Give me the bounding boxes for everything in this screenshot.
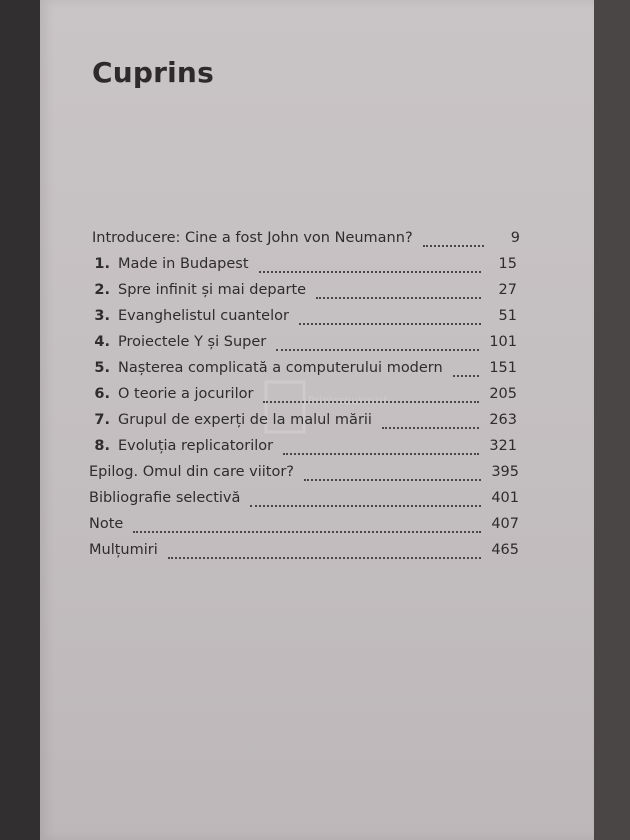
chapter-number: 7. <box>94 412 110 428</box>
leader-dots <box>250 505 481 507</box>
toc-entry-label: Mulțumiri <box>89 542 158 558</box>
chapter-number: 5. <box>94 360 110 376</box>
toc-entry-label: Proiectele Y și Super <box>118 334 267 350</box>
toc-entry-label: O teorie a jocurilor <box>118 386 254 402</box>
toc-entry-page: 263 <box>489 412 517 428</box>
toc-entry-page: 205 <box>489 386 517 402</box>
leader-dots <box>316 297 481 299</box>
leader-dots <box>283 453 479 455</box>
chapter-number: 4. <box>94 334 110 350</box>
page-title: Cuprins <box>92 56 214 89</box>
toc-entry-label: Note <box>89 516 124 532</box>
toc-entry-label: Nașterea complicată a computerului modern <box>118 360 443 376</box>
toc-entry-intro[interactable] <box>92 230 520 252</box>
toc-entry-chapter[interactable] <box>90 256 517 278</box>
toc-entry-chapter[interactable] <box>90 308 517 330</box>
leader-dots <box>259 271 481 273</box>
chapter-number: 2. <box>94 282 110 298</box>
toc-entry-page: 151 <box>489 360 517 376</box>
toc-entry-back[interactable] <box>89 516 519 538</box>
toc-entry-page: 401 <box>491 490 519 506</box>
toc-entry-page: 27 <box>498 282 517 298</box>
toc-entry-page: 15 <box>498 256 517 272</box>
chapter-number: 3. <box>94 308 110 324</box>
leader-dots <box>304 479 481 481</box>
chapter-number: 6. <box>94 386 110 402</box>
toc-entry-back[interactable] <box>89 464 519 486</box>
toc-entry-chapter[interactable] <box>90 438 517 460</box>
toc-entry-page: 51 <box>498 308 517 324</box>
toc-entry-label: Bibliografie selectivă <box>89 490 241 506</box>
toc-entry-chapter[interactable] <box>90 360 517 382</box>
toc-entry-page: 407 <box>491 516 519 532</box>
watermark-text: Printrebukinist <box>308 394 388 407</box>
leader-dots <box>263 401 479 403</box>
toc-entry-label: Introducere: Cine a fost John von Neumann? <box>92 230 413 246</box>
toc-entry-page: 101 <box>489 334 517 350</box>
leader-dots <box>276 349 479 351</box>
leader-dots <box>453 375 480 377</box>
leader-dots <box>133 531 481 533</box>
toc-entry-label: Spre infinit și mai departe <box>118 282 307 298</box>
toc-entry-chapter[interactable] <box>90 412 517 434</box>
chapter-number: 8. <box>94 438 110 454</box>
toc-entry-chapter[interactable] <box>90 386 517 408</box>
leader-dots <box>299 323 481 325</box>
leader-dots <box>423 245 484 247</box>
toc-entry-back[interactable] <box>89 490 519 512</box>
toc-entry-page: 321 <box>489 438 517 454</box>
toc-entry-page: 9 <box>510 230 520 246</box>
chapter-number: 1. <box>94 256 110 272</box>
toc-entry-label: Grupul de experți de la malul mării <box>118 412 372 428</box>
toc-entry-chapter[interactable] <box>90 334 517 356</box>
leader-dots <box>382 427 479 429</box>
toc-entry-label: Evoluția replicatorilor <box>118 438 274 454</box>
toc-entry-page: 395 <box>491 464 519 480</box>
toc-entry-chapter[interactable] <box>90 282 517 304</box>
toc-entry-page: 465 <box>491 542 519 558</box>
leader-dots <box>168 557 482 559</box>
toc-entry-label: Evanghelistul cuantelor <box>118 308 289 324</box>
toc-entry-label: Made in Budapest <box>118 256 249 272</box>
toc-entry-back[interactable] <box>89 542 519 564</box>
toc-entry-label: Epilog. Omul din care viitor? <box>89 464 294 480</box>
